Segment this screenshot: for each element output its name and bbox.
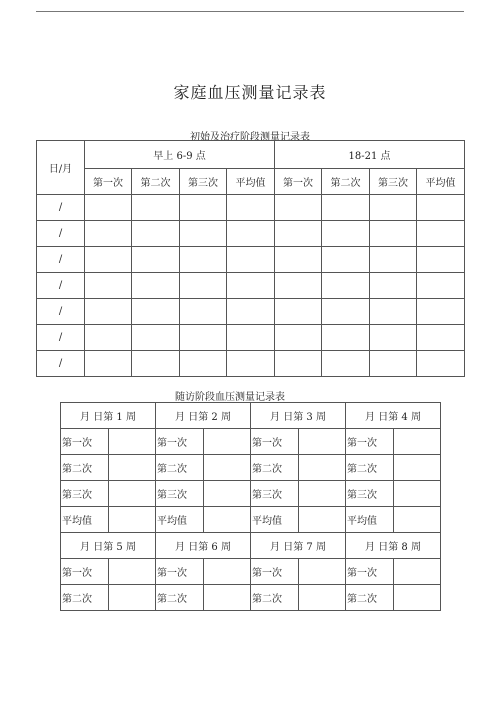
table2-caption: 随访阶段血压测量记录表 bbox=[175, 392, 285, 403]
col-label: 平均值 bbox=[417, 169, 465, 195]
value-cell[interactable] bbox=[275, 351, 322, 377]
value-cell[interactable] bbox=[322, 351, 370, 377]
value-cell[interactable] bbox=[85, 195, 132, 221]
value-cell[interactable] bbox=[227, 195, 275, 221]
table-row bbox=[37, 221, 465, 247]
row-label: 第一次 bbox=[346, 429, 394, 455]
value-cell[interactable] bbox=[370, 247, 417, 273]
value-cell[interactable] bbox=[227, 247, 275, 273]
week-header-row bbox=[61, 403, 441, 429]
value-cell[interactable] bbox=[109, 585, 156, 611]
row-label: 第一次 bbox=[61, 559, 109, 585]
date-cell[interactable]: / bbox=[37, 195, 85, 221]
value-cell[interactable] bbox=[370, 351, 417, 377]
value-cell[interactable] bbox=[275, 221, 322, 247]
value-cell[interactable] bbox=[109, 507, 156, 533]
value-cell[interactable] bbox=[204, 481, 251, 507]
table-row bbox=[61, 481, 441, 507]
week-7-header: 月 日第 7 周 bbox=[251, 533, 346, 559]
row-label: 第三次 bbox=[346, 481, 394, 507]
week-6-header: 月 日第 6 周 bbox=[156, 533, 251, 559]
value-cell[interactable] bbox=[370, 195, 417, 221]
table-row bbox=[37, 299, 465, 325]
row-label: 第一次 bbox=[156, 559, 204, 585]
row-label: 第三次 bbox=[251, 481, 299, 507]
col-label: 平均值 bbox=[227, 169, 275, 195]
value-cell[interactable] bbox=[299, 481, 346, 507]
page-title: 家庭血压测量记录表 bbox=[173, 83, 327, 102]
date-cell[interactable]: / bbox=[37, 273, 85, 299]
week-5-header: 月 日第 5 周 bbox=[61, 533, 156, 559]
row-label: 第三次 bbox=[156, 481, 204, 507]
value-cell[interactable] bbox=[85, 299, 132, 325]
value-cell[interactable] bbox=[299, 585, 346, 611]
value-cell[interactable] bbox=[394, 429, 441, 455]
initial-treatment-record-table bbox=[36, 140, 465, 377]
row-label: 第一次 bbox=[156, 429, 204, 455]
row-label: 第一次 bbox=[61, 429, 109, 455]
value-cell[interactable] bbox=[180, 299, 227, 325]
value-cell[interactable] bbox=[417, 325, 465, 351]
date-cell[interactable]: / bbox=[37, 247, 85, 273]
value-cell[interactable] bbox=[394, 559, 441, 585]
value-cell[interactable] bbox=[132, 247, 180, 273]
col-label: 第二次 bbox=[132, 169, 180, 195]
value-cell[interactable] bbox=[204, 585, 251, 611]
value-cell[interactable] bbox=[370, 273, 417, 299]
value-cell[interactable] bbox=[394, 507, 441, 533]
value-cell[interactable] bbox=[109, 559, 156, 585]
value-cell[interactable] bbox=[132, 195, 180, 221]
row-label: 第二次 bbox=[251, 585, 299, 611]
table-row bbox=[37, 247, 465, 273]
value-cell[interactable] bbox=[275, 273, 322, 299]
value-cell[interactable] bbox=[322, 273, 370, 299]
value-cell[interactable] bbox=[417, 351, 465, 377]
week-3-header: 月 日第 3 周 bbox=[251, 403, 346, 429]
value-cell[interactable] bbox=[180, 351, 227, 377]
value-cell[interactable] bbox=[109, 481, 156, 507]
col-label: 第二次 bbox=[322, 169, 370, 195]
value-cell[interactable] bbox=[180, 247, 227, 273]
value-cell[interactable] bbox=[132, 221, 180, 247]
table-row bbox=[37, 273, 465, 299]
value-cell[interactable] bbox=[394, 585, 441, 611]
value-cell[interactable] bbox=[299, 455, 346, 481]
value-cell[interactable] bbox=[85, 273, 132, 299]
value-cell[interactable] bbox=[370, 299, 417, 325]
week-4-header: 月 日第 4 周 bbox=[346, 403, 441, 429]
value-cell[interactable] bbox=[204, 507, 251, 533]
value-cell[interactable] bbox=[417, 247, 465, 273]
value-cell[interactable] bbox=[394, 455, 441, 481]
morning-header: 早上 6-9 点 bbox=[85, 141, 275, 169]
row-label: 第三次 bbox=[61, 481, 109, 507]
value-cell[interactable] bbox=[85, 221, 132, 247]
date-header: 日/月 bbox=[37, 141, 85, 195]
value-cell[interactable] bbox=[132, 299, 180, 325]
value-cell[interactable] bbox=[227, 351, 275, 377]
value-cell[interactable] bbox=[109, 455, 156, 481]
table-row bbox=[61, 585, 441, 611]
row-label: 第二次 bbox=[346, 585, 394, 611]
value-cell[interactable] bbox=[204, 455, 251, 481]
col-label: 第三次 bbox=[180, 169, 227, 195]
row-label: 第一次 bbox=[346, 559, 394, 585]
value-cell[interactable] bbox=[227, 325, 275, 351]
value-cell[interactable] bbox=[275, 195, 322, 221]
value-cell[interactable] bbox=[132, 273, 180, 299]
table-row bbox=[61, 507, 441, 533]
date-cell[interactable]: / bbox=[37, 299, 85, 325]
week-1-header: 月 日第 1 周 bbox=[61, 403, 156, 429]
value-cell[interactable] bbox=[275, 299, 322, 325]
col-label: 第一次 bbox=[85, 169, 132, 195]
date-cell[interactable]: / bbox=[37, 325, 85, 351]
value-cell[interactable] bbox=[204, 429, 251, 455]
row-label: 第二次 bbox=[61, 455, 109, 481]
value-cell[interactable] bbox=[417, 299, 465, 325]
row-label: 第二次 bbox=[346, 455, 394, 481]
value-cell[interactable] bbox=[322, 325, 370, 351]
value-cell[interactable] bbox=[109, 429, 156, 455]
value-cell[interactable] bbox=[85, 351, 132, 377]
value-cell[interactable] bbox=[180, 273, 227, 299]
value-cell[interactable] bbox=[417, 221, 465, 247]
row-label: 平均值 bbox=[156, 507, 204, 533]
value-cell[interactable] bbox=[227, 299, 275, 325]
date-cell[interactable]: / bbox=[37, 221, 85, 247]
value-cell[interactable] bbox=[417, 273, 465, 299]
value-cell[interactable] bbox=[180, 325, 227, 351]
table1-caption: 初始及治疗阶段测量记录表 bbox=[190, 132, 310, 143]
row-label: 平均值 bbox=[251, 507, 299, 533]
value-cell[interactable] bbox=[85, 247, 132, 273]
follow-up-record-table bbox=[60, 402, 441, 611]
value-cell[interactable] bbox=[275, 325, 322, 351]
value-cell[interactable] bbox=[394, 481, 441, 507]
value-cell[interactable] bbox=[322, 299, 370, 325]
week-2-header: 月 日第 2 周 bbox=[156, 403, 251, 429]
table-row bbox=[37, 325, 465, 351]
value-cell[interactable] bbox=[299, 507, 346, 533]
evening-header: 18-21 点 bbox=[275, 141, 465, 169]
value-cell[interactable] bbox=[370, 221, 417, 247]
value-cell[interactable] bbox=[227, 273, 275, 299]
value-cell[interactable] bbox=[417, 195, 465, 221]
table-row bbox=[61, 559, 441, 585]
row-label: 第二次 bbox=[156, 585, 204, 611]
value-cell[interactable] bbox=[275, 247, 322, 273]
table-row bbox=[61, 429, 441, 455]
value-cell[interactable] bbox=[299, 429, 346, 455]
week-header-row bbox=[61, 533, 441, 559]
row-label: 第一次 bbox=[251, 559, 299, 585]
value-cell[interactable] bbox=[132, 351, 180, 377]
value-cell[interactable] bbox=[322, 195, 370, 221]
value-cell[interactable] bbox=[85, 325, 132, 351]
col-label: 第三次 bbox=[370, 169, 417, 195]
header-rule bbox=[36, 11, 464, 12]
table-row bbox=[61, 455, 441, 481]
row-label: 平均值 bbox=[346, 507, 394, 533]
row-label: 第一次 bbox=[251, 429, 299, 455]
date-cell[interactable]: / bbox=[37, 351, 85, 377]
value-cell[interactable] bbox=[180, 221, 227, 247]
value-cell[interactable] bbox=[322, 247, 370, 273]
table-row bbox=[37, 195, 465, 221]
table-row bbox=[37, 351, 465, 377]
value-cell[interactable] bbox=[370, 325, 417, 351]
value-cell[interactable] bbox=[322, 221, 370, 247]
col-label: 第一次 bbox=[275, 169, 322, 195]
value-cell[interactable] bbox=[299, 559, 346, 585]
row-label: 第二次 bbox=[251, 455, 299, 481]
value-cell[interactable] bbox=[204, 559, 251, 585]
value-cell[interactable] bbox=[180, 195, 227, 221]
value-cell[interactable] bbox=[132, 325, 180, 351]
row-label: 第二次 bbox=[156, 455, 204, 481]
row-label: 第二次 bbox=[61, 585, 109, 611]
value-cell[interactable] bbox=[227, 221, 275, 247]
row-label: 平均值 bbox=[61, 507, 109, 533]
week-8-header: 月 日第 8 周 bbox=[346, 533, 441, 559]
